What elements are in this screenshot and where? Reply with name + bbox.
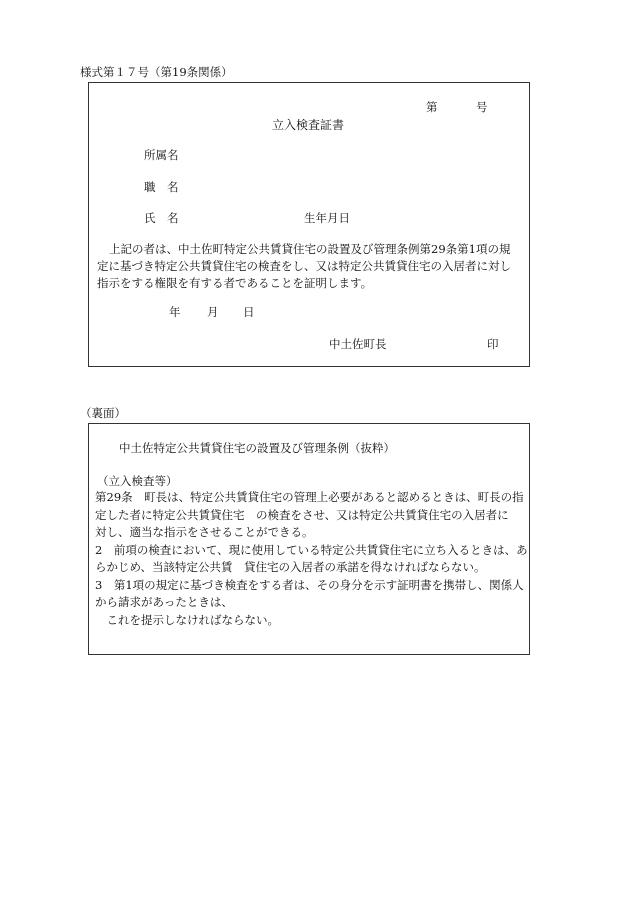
certificate-number-suffix: 号 — [476, 100, 488, 114]
name-label: 氏 名 — [144, 211, 179, 225]
post-label: 職 名 — [144, 180, 179, 194]
issuer-name: 中土佐町長 — [329, 337, 387, 351]
ordinance-line: 対し、適当な指示をさせることができる。 — [95, 525, 314, 539]
section-caption: （立入検査等） — [97, 474, 178, 488]
ordinance-line: これを提示しなければならない。 — [95, 612, 279, 627]
ordinance-line: らかじめ、当該特定公共賃 貸住宅の入居者の承諾を得なければならない。 — [95, 560, 486, 574]
ordinance-heading: 中土佐特定公共賃貸住宅の設置及び管理条例（抜粋） — [119, 441, 395, 455]
inspection-certificate-back — [88, 423, 530, 655]
certificate-body-line: 上記の者は、中土佐町特定公共賃貸住宅の設置及び管理条例第29条第1項の規 — [109, 242, 511, 256]
date-month-label: 月 — [207, 305, 219, 319]
certificate-body-line: 指示をする権限を有する者であることを証明します。 — [97, 276, 373, 290]
date-year-label: 年 — [169, 305, 181, 319]
ordinance-line: 第29条 町長は、特定公共賃貸住宅の管理上必要があると認めるときは、町長の指 — [95, 490, 524, 504]
birthdate-label: 生年月日 — [304, 211, 350, 225]
ordinance-line: から請求があったときは、 — [95, 595, 233, 609]
certificate-title: 立入検査証書 — [272, 118, 345, 132]
ordinance-line: 3 第1項の規定に基づき検査をする者は、その身分を示す証明書を携帯し、関係人 — [95, 577, 524, 592]
date-day-label: 日 — [243, 305, 255, 319]
inspection-certificate-front — [88, 82, 530, 367]
ordinance-line: 2 前項の検査において、現に使用している特定公共賃貸住宅に立ち入るときは、あ — [95, 542, 528, 557]
certificate-body — [97, 241, 511, 292]
seal-mark: 印 — [487, 337, 499, 351]
form-number-label: 様式第１７号（第19条関係） — [80, 65, 233, 79]
ordinance-text — [95, 489, 528, 629]
certificate-number-prefix: 第 — [426, 100, 438, 114]
certificate-body-line: 定に基づき特定公共賃貸住宅の検査をし、又は特定公共賃貸住宅の入居者に対し — [97, 259, 511, 273]
back-side-label: （裏面） — [80, 406, 126, 420]
ordinance-line: 定した者に特定公共賃貸住宅 の検査をさせ、又は特定公共賃貸住宅の入居者に — [95, 507, 509, 522]
affiliation-label: 所属名 — [144, 148, 179, 162]
